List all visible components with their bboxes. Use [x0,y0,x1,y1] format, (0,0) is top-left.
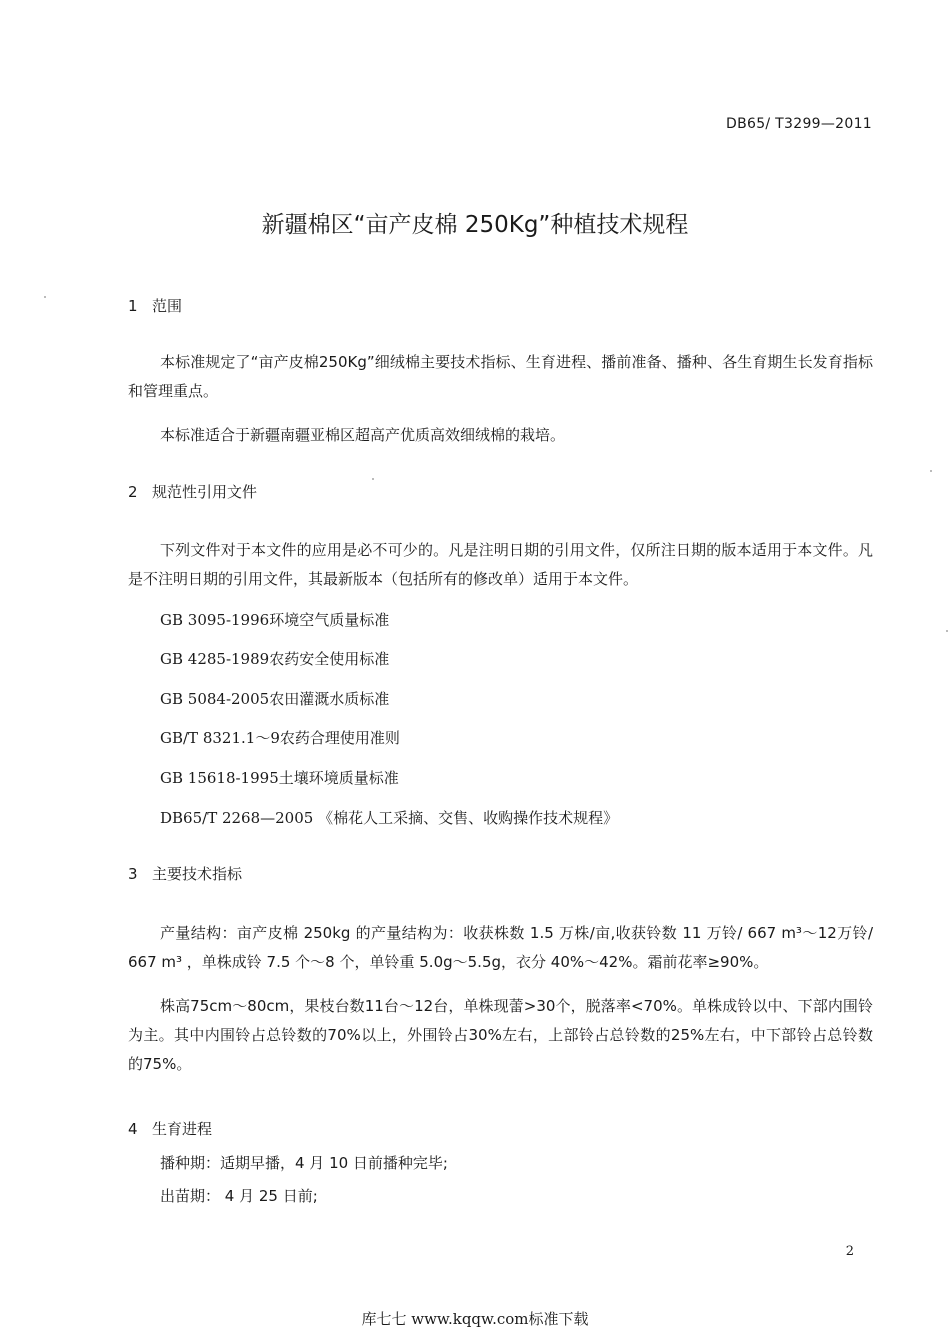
page-title: 新疆棉区“亩产皮棉 250Kg”种植技术规程 [261,212,689,238]
section-1-paragraph-2: 本标准适合于新疆南疆亚棉区超高产优质高效细绒棉的栽培。 [160,426,566,444]
section-number: 3 [128,865,138,883]
page-number: 2 [845,1244,854,1259]
section-title: 范围 [152,297,183,315]
scan-speck [372,478,374,480]
section-1-paragraph-1: 本标准规定了“亩产皮棉250Kg”细绒棉主要技术指标、生育进程、播前准备、播种、各生育期生长发育指标和管理重点。 [128,353,873,400]
section-3-paragraph-2: 株高75cm～80cm，果枝台数11台～12台，单株现蕾>30个，脱落率<70%。单株成铃以中、下部内围铃为主。其中内围铃占总铃数的70%以上，外围铃占30%左右，上部铃占总铃数的25%左右，中下部铃占总铃数的75%。 [128,997,873,1073]
section-title: 规范性引用文件 [152,483,258,501]
reference-item: GB 5084-2005农田灌溉水质标准 [160,690,390,708]
reference-item: DB65/T 2268—2005 《棉花人工采摘、交售、收购操作技术规程》 [160,809,619,827]
section-number: 4 [128,1120,138,1138]
reference-item: GB 3095-1996环境空气质量标准 [160,611,390,629]
scan-speck [930,470,932,472]
section-number: 1 [128,297,138,315]
section-3-heading [128,863,242,884]
section-number: 2 [128,483,138,501]
section-title: 生育进程 [152,1120,213,1138]
reference-item: GB 4285-1989农药安全使用标准 [160,650,390,668]
scan-speck [44,296,46,298]
reference-item: GB/T 8321.1～9农药合理使用准则 [160,729,400,747]
section-2-heading [128,481,257,502]
section-title: 主要技术指标 [152,865,243,883]
section-3-paragraph-1: 产量结构：亩产皮棉 250kg 的产量结构为：收获株数 1.5 万株/亩,收获铃数 11 万铃/ 667 m³～12万铃/ 667 m³ ，单株成铃 7.5 个～8 个，单铃重 5.0g～5.5g，衣分 40%～42%。霜前花率≥90%。 [128,924,873,971]
document-code: DB65/ T3299—2011 [726,116,872,132]
section-4-line-2: 出苗期： 4 月 25 日前; [160,1187,318,1205]
footer-watermark: 库七七 www.kqqw.com标准下载 [361,1310,589,1328]
reference-item: GB 15618-1995土壤环境质量标准 [160,769,399,787]
scan-speck [946,630,948,632]
section-2-paragraph-1: 下列文件对于本文件的应用是必不可少的。凡是注明日期的引用文件，仅所注日期的版本适用于本文件。凡是不注明日期的引用文件，其最新版本（包括所有的修改单）适用于本文件。 [128,541,873,588]
section-4-line-1: 播种期：适期早播，4 月 10 日前播种完毕; [160,1154,448,1172]
section-4-heading [128,1118,212,1139]
section-1-heading [128,295,182,316]
